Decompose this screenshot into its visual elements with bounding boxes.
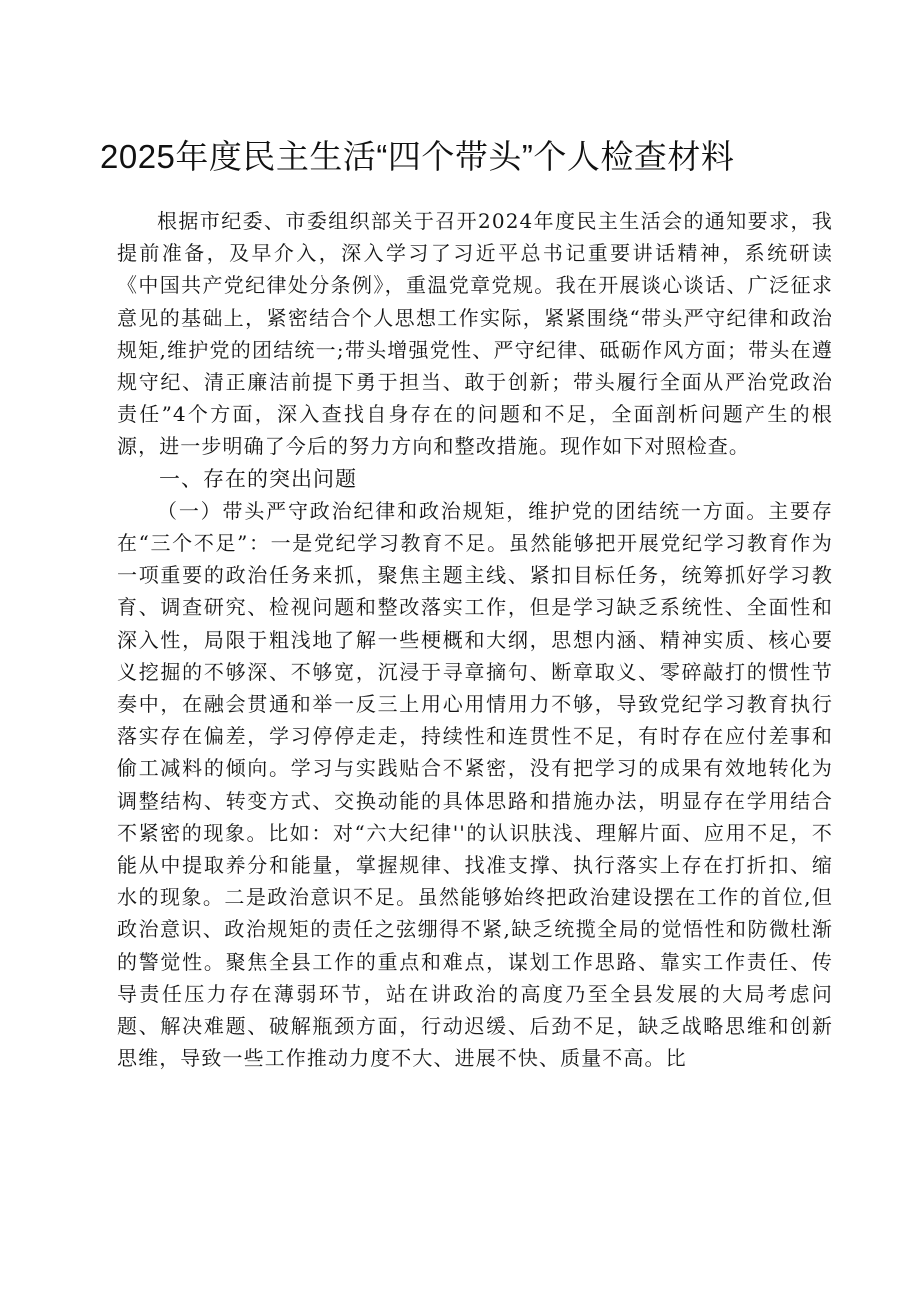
document-body bbox=[117, 205, 833, 1074]
document-title: 2025年度民主生活“四个带头”个人检查材料 bbox=[100, 138, 735, 175]
intro-paragraph: 根据市纪委、市委组织部关于召开2024年度民主生活会的通知要求，我提前准备，及早介入，深入学习了习近平总书记重要讲话精神，系统研读《中国共产党纪律处分条例》，重温党章党规。我在开展谈心谈话、广泛征求意见的基础上，紧密结合个人思想工作实际，紧紧围绕“带头严守纪律和政治规矩,维护党的团结统一;带头增强党性、严守纪律、砥砺作风方面；带头在遵规守纪、清正廉洁前提下勇于担当、敢于创新；带头履行全面从严治党政治责任”4个方面，深入查找自身存在的问题和不足，全面剖析问题产生的根源，进一步明确了今后的努力方向和整改措施。现作如下对照检查。 bbox=[117, 209, 833, 459]
section-paragraph: （一）带头严守政治纪律和政治规矩，维护党的团结统一方面。主要存在“三个不足”：一是党纪学习教育不足。虽然能够把开展党纪学习教育作为一项重要的政治任务来抓，聚焦主题主线、紧扣目标任务，统筹抓好学习教育、调查研究、检视问题和整改落实工作，但是学习缺乏系统性、全面性和深入性，局限于粗浅地了解一些梗概和大纲，思想内涵、精神实质、核心要义挖掘的不够深、不够宽，沉浸于寻章摘句、断章取义、零碎敲打的惯性节奏中，在融会贯通和举一反三上用心用情用力不够，导致党纪学习教育执行落实存在偏差，学习停停走走，持续性和连贯性不足，有时存在应付差事和偷工减料的倾向。学习与实践贴合不紧密，没有把学习的成果有效地转化为调整结构、转变方式、交换动能的具体思路和措施办法，明显存在学用结合不紧密的现象。比如：对“六大纪律''的认识肤浅、理解片面、应用不足，不能从中提取养分和能量，掌握规律、找准支撑、执行落实上存在打折扣、缩水的现象。二是政治意识不足。虽然能够始终把政治建设摆在工作的首位,但政治意识、政治规矩的责任之弦绷得不紧,缺乏统揽全局的觉悟性和防微杜渐的警觉性。聚焦全县工作的重点和难点，谋划工作思路、靠实工作责任、传导责任压力存在薄弱环节，站在讲政治的高度乃至全县发展的大局考虑问题、解决难题、破解瓶颈方面，行动迟缓、后劲不足，缺乏战略思维和创新思维，导致一些工作推动力度不大、进展不快、质量不高。比 bbox=[117, 498, 833, 1071]
section-heading: 一、存在的突出问题 bbox=[159, 466, 357, 491]
